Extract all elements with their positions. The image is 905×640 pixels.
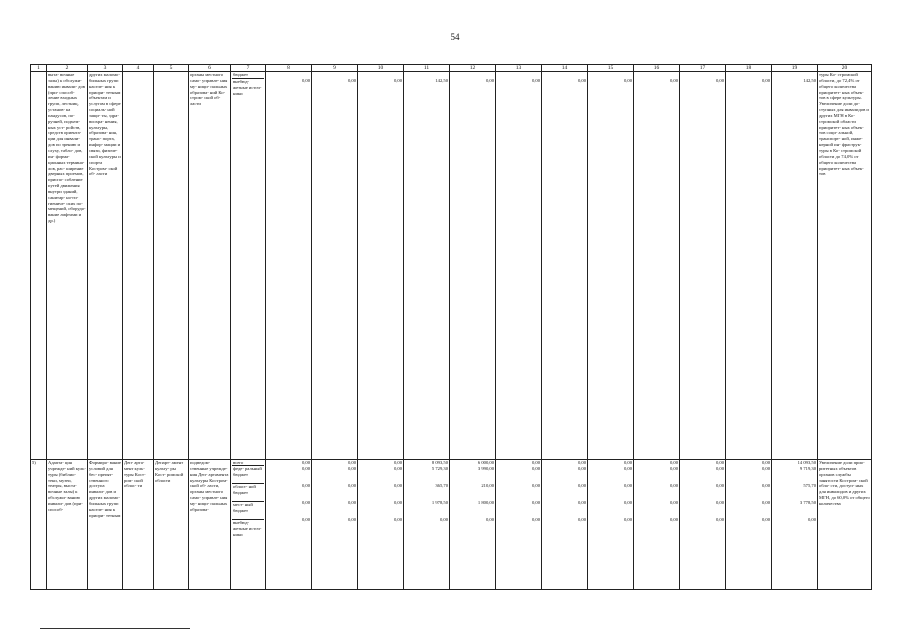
program-table	[30, 64, 872, 590]
value-text: 365,70	[435, 483, 448, 488]
cell-goal: других маломо- бильных групп населе- ния к приори- тетным объектам и услугам в сфере социаль- ной защи- ты, здра- воохра- нения, культуры, образова- ния, транс- порта, инфор- мации и связи, физиче- ской культуры и спорта Костром- ской об- ласти	[88, 72, 123, 460]
value-text: 0,00	[761, 78, 770, 83]
value-text: 0,00	[623, 460, 632, 465]
value-text: 0,00	[669, 517, 678, 522]
value-text: 0,00	[301, 500, 310, 505]
value-text: 0,00	[761, 483, 770, 488]
value-text: 0,00	[347, 466, 356, 471]
cell-value	[542, 72, 588, 460]
cell-values	[772, 460, 818, 590]
cell-values	[450, 460, 496, 590]
col-header: 11	[404, 65, 450, 72]
source-label: всего	[232, 460, 264, 466]
cell-values	[358, 460, 404, 590]
col-header: 4	[123, 65, 154, 72]
col-header: 8	[266, 65, 312, 72]
value-text: 3 778,50	[799, 500, 816, 505]
value-text: 9 719,30	[799, 466, 816, 471]
cell-funding-source	[231, 460, 266, 590]
col-header: 7	[231, 65, 266, 72]
col-header: 20	[818, 65, 872, 72]
page-number: 54	[450, 32, 460, 42]
value-text: 0,00	[439, 517, 448, 522]
value-text: 0,00	[761, 500, 770, 505]
value-text: 0,00	[761, 460, 770, 465]
value-text: 0,00	[669, 483, 678, 488]
cell-coexecutor: Департ- амент культу- ры Кост- ромской области	[154, 460, 189, 590]
value-text: 8 093,50	[431, 460, 448, 465]
value-text: 0,00	[301, 517, 310, 522]
col-header: 16	[634, 65, 680, 72]
col-header: 12	[450, 65, 496, 72]
cell-value	[358, 72, 404, 460]
cell-values	[634, 460, 680, 590]
cell-index: 5)	[31, 460, 47, 590]
cell-value	[680, 72, 726, 460]
col-header: 9	[312, 65, 358, 72]
source-label: област- ной бюджет	[232, 484, 264, 502]
value-text: 0,00	[393, 466, 402, 471]
cell-index	[31, 72, 47, 460]
cell-value	[634, 72, 680, 460]
value-text: 0,00	[715, 78, 724, 83]
cell-measure-name: Адапта- ция учрежде- ний куль- туры (библио- теки, музеи, театры, выста- вочные залы) к обслужи- ванию инвали- дов (при- способ-	[47, 460, 88, 590]
cell-value	[312, 72, 358, 460]
value-text: 0,00	[623, 78, 632, 83]
value-text: 0,00	[577, 460, 586, 465]
cell-coexecutor	[154, 72, 189, 460]
value-text: 0,00	[715, 466, 724, 471]
cell-executor: Деп- арта- мент куль- туры Кост- ром- ской облас- ти	[123, 460, 154, 590]
value-text: 0,00	[669, 500, 678, 505]
cell-goal: Формиро- вание условий для бес- препят- ственного доступа инвали- дов и других маломо- бильных групп населе- ния к приори- тетным	[88, 460, 123, 590]
footer-rule	[40, 628, 190, 629]
value-text: 3 990,00	[477, 466, 494, 471]
value-text: 0,00	[577, 466, 586, 471]
value-text: 0,00	[485, 78, 494, 83]
value-text: 142,50	[435, 78, 448, 83]
table-row	[31, 72, 872, 460]
value-text: 0,00	[715, 517, 724, 522]
source-label: феде- ральный бюджет	[232, 466, 264, 484]
cell-values	[726, 460, 772, 590]
col-header: 3	[88, 65, 123, 72]
source-label: мест- ный бюджет	[232, 502, 264, 520]
cell-value	[404, 72, 450, 460]
value-text: 0,00	[623, 466, 632, 471]
value-text: 0,00	[301, 483, 310, 488]
col-header: 15	[588, 65, 634, 72]
value-text: 0,00	[347, 517, 356, 522]
value-text: 0,00	[577, 500, 586, 505]
value-text: 0,00	[393, 460, 402, 465]
value-text: 0,00	[623, 500, 632, 505]
value-text: 0,00	[715, 460, 724, 465]
source-label: бюджет	[232, 72, 264, 79]
value-text: 142,50	[803, 78, 816, 83]
value-text: 0,00	[301, 78, 310, 83]
value-text: 0,00	[577, 517, 586, 522]
value-text: 0,00	[669, 466, 678, 471]
col-header: 10	[358, 65, 404, 72]
cell-measure-name: выта- вочные залы) к обслужи- ванию инвали- дов (при- способ- ление входных групп, лестниц, установ- ка пандусов, по- ручней, подъем- ных уст- ройств, средств ориента- ции для инвали- дов по зрению и слуху, табло- дов, ин- форма- ционных термина- лов, рас- ширение дверных проемов, приспо- собление путей движения внутри зданий, санитар- но-ги- гиениче- ских по- мещений, оборудо- вание лифтами и др.)	[47, 72, 88, 460]
cell-value	[588, 72, 634, 460]
value-text: 0,00	[393, 483, 402, 488]
value-text: 0,00	[577, 78, 586, 83]
value-text: 0,00	[623, 483, 632, 488]
table-row	[31, 460, 872, 590]
value-text: 1 978,50	[431, 500, 448, 505]
cell-values	[542, 460, 588, 590]
cell-values	[680, 460, 726, 590]
value-text: 0,00	[623, 517, 632, 522]
value-text: 0,00	[715, 483, 724, 488]
value-text: 0,00	[347, 460, 356, 465]
value-text: 0,00	[669, 460, 678, 465]
value-text: 0,00	[485, 517, 494, 522]
value-text: 0,00	[761, 466, 770, 471]
value-text: 0,00	[347, 500, 356, 505]
col-header: 5	[154, 65, 189, 72]
cell-executor	[123, 72, 154, 460]
col-header: 6	[189, 65, 231, 72]
col-header: 1	[31, 65, 47, 72]
col-header: 14	[542, 65, 588, 72]
cell-value	[450, 72, 496, 460]
value-text: 0,00	[393, 500, 402, 505]
value-text: 1 800,00	[477, 500, 494, 505]
value-text: 0,00	[531, 517, 540, 522]
cell-value	[772, 72, 818, 460]
value-text: 0,00	[531, 466, 540, 471]
source-label: внебюд- жетные источ- ники	[233, 78, 262, 96]
value-text: 0,00	[669, 78, 678, 83]
cell-funding-source	[231, 72, 266, 460]
value-text: 0,00	[347, 483, 356, 488]
value-text: 0,00	[347, 78, 356, 83]
col-header: 18	[726, 65, 772, 72]
source-label: внебюд- жетные источ- ники	[233, 520, 262, 537]
cell-value	[496, 72, 542, 460]
value-text: 6 000,00	[477, 460, 494, 465]
value-text: 575,70	[803, 483, 816, 488]
cell-participants: подведом- ственные учрежде- ния Деп- артамента культуры Костром- ской об- ласти, органы местного само- управле- ния му- ници- пальных образова-	[189, 460, 231, 590]
value-text: 0,00	[301, 466, 310, 471]
cell-values	[404, 460, 450, 590]
cell-values	[588, 460, 634, 590]
value-text: 0,00	[531, 500, 540, 505]
cell-result: Увеличение доли прио- ритетных объектов органов службы занятости Костром- ской обла- сти, доступ- ных для инвалидов и других МГН, до 60,0% от общего количества	[818, 460, 872, 590]
value-text: 0,00	[715, 500, 724, 505]
value-text: 0,00	[761, 517, 770, 522]
cell-values	[496, 460, 542, 590]
value-text: 0,00	[531, 460, 540, 465]
value-text: 5 729,30	[431, 466, 448, 471]
value-text: 0,00	[577, 483, 586, 488]
cell-value	[726, 72, 772, 460]
cell-participants: органы местного само- управле- ния му- ници- пальных образова- ний Ко- стром- ской об- ласти	[189, 72, 231, 460]
cell-values	[266, 460, 312, 590]
value-text: 0,00	[531, 483, 540, 488]
col-header: 2	[47, 65, 88, 72]
col-header: 13	[496, 65, 542, 72]
value-text: 0,00	[531, 78, 540, 83]
value-text: 0,00	[807, 517, 816, 522]
col-header: 17	[680, 65, 726, 72]
value-text: 0,00	[393, 78, 402, 83]
value-text: 14 093,50	[797, 460, 816, 465]
value-text: 0,00	[301, 460, 310, 465]
col-header: 19	[772, 65, 818, 72]
value-text: 210,00	[481, 483, 494, 488]
value-text: 0,00	[393, 517, 402, 522]
header-row	[31, 65, 872, 72]
cell-value	[266, 72, 312, 460]
cell-values	[312, 460, 358, 590]
cell-result: туры Ко- стромской области, до 72,4% от общего количества приоритет- ных объек- тов в сфере культуры. Увеличение доли до- ступных для инвалидов и других МГН в Ко- стромской области приоритет- ных объек- тов соци- альной, транспорт- ной, инже- нерной ин- фраструк- туры в Ко- стромской области до 74,0% от общего количества приоритет- ных объек- тов	[818, 72, 872, 460]
